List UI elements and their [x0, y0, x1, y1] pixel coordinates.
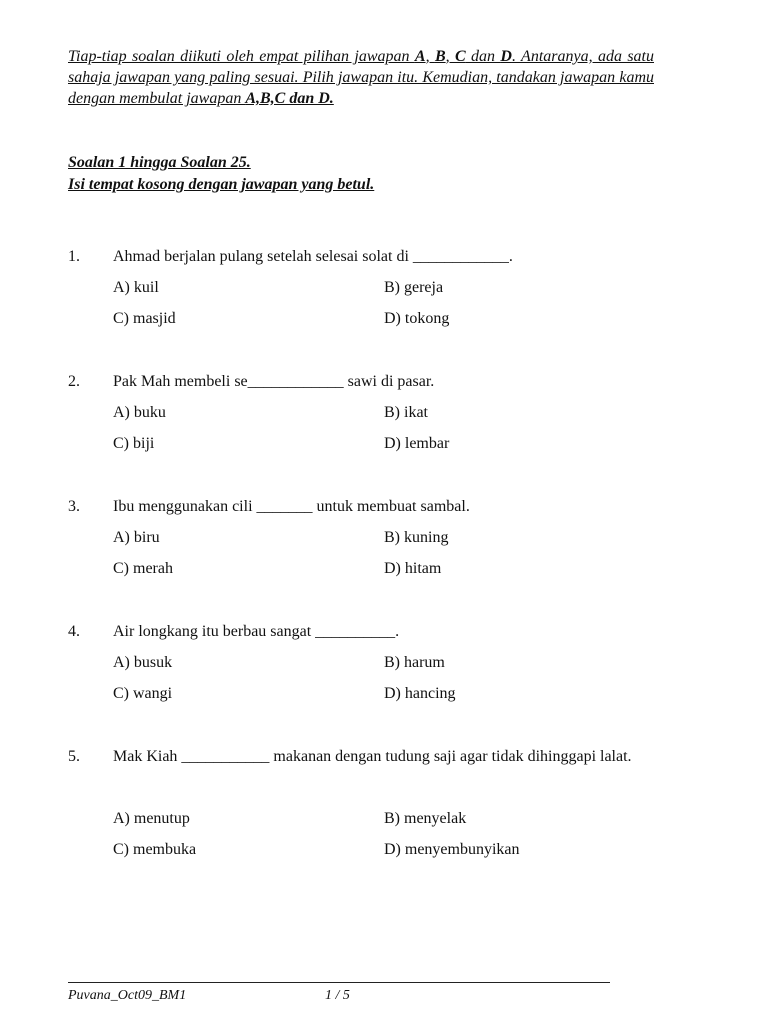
option-b[interactable]: B) menyelak	[384, 810, 467, 827]
footer-page-number: 1 / 5	[325, 988, 350, 1003]
footer-doc-code: Puvana_Oct09_BM1	[68, 988, 187, 1003]
choices-summary: A,B,C dan D.	[245, 90, 334, 107]
question-number: 2.	[68, 373, 80, 390]
choice-a-label: A	[414, 48, 426, 65]
option-d[interactable]: D) menyembunyikan	[384, 841, 520, 858]
choice-d-label: D	[500, 48, 512, 65]
option-c[interactable]: C) wangi	[113, 685, 173, 702]
option-a[interactable]: A) kuil	[113, 279, 159, 296]
option-b[interactable]: B) harum	[384, 654, 445, 671]
question-4	[68, 621, 668, 714]
option-b[interactable]: B) ikat	[384, 404, 428, 421]
option-a[interactable]: A) menutup	[113, 810, 190, 827]
option-d[interactable]: D) hitam	[384, 560, 442, 577]
option-c[interactable]: C) membuka	[113, 841, 197, 858]
option-c[interactable]: C) biji	[113, 435, 155, 452]
question-1	[68, 246, 668, 339]
choice-b-label: B	[434, 48, 446, 65]
question-text: Air longkang itu berbau sangat __________.	[113, 623, 400, 640]
option-c[interactable]: C) masjid	[113, 310, 176, 327]
option-a[interactable]: A) busuk	[113, 654, 173, 671]
question-number: 1.	[68, 248, 80, 265]
question-number: 4.	[68, 623, 80, 640]
option-d[interactable]: D) tokong	[384, 310, 450, 327]
option-d[interactable]: D) lembar	[384, 435, 450, 452]
option-a[interactable]: A) biru	[113, 529, 160, 546]
option-c[interactable]: C) merah	[113, 560, 173, 577]
question-number: 5.	[68, 748, 80, 765]
section-subtitle: Isi tempat kosong dengan jawapan yang betul.	[68, 176, 375, 193]
option-b[interactable]: B) gereja	[384, 279, 444, 296]
section-heading	[68, 152, 668, 196]
section-title: Soalan 1 hingga Soalan 25.	[68, 154, 251, 171]
choice-c-label: C	[455, 48, 466, 65]
option-b[interactable]: B) kuning	[384, 529, 449, 546]
question-text: Ahmad berjalan pulang setelah selesai solat di ____________.	[113, 248, 513, 265]
question-3	[68, 496, 668, 589]
option-a[interactable]: A) buku	[113, 404, 166, 421]
option-d[interactable]: D) hancing	[384, 685, 456, 702]
question-text: Pak Mah membeli se____________ sawi di pasar.	[113, 373, 435, 390]
question-text: Ibu menggunakan cili _______ untuk membuat sambal.	[113, 498, 470, 515]
question-5	[68, 746, 668, 870]
question-number: 3.	[68, 498, 80, 515]
question-text: Mak Kiah ___________ makanan dengan tudung saji agar tidak dihinggapi lalat.	[113, 748, 632, 765]
question-2	[68, 371, 668, 464]
instructions-paragraph: Tiap-tiap soalan diikuti oleh empat pilihan jawapan A, B, C dan D. Antaranya, ada satu sahaja jawapan yang paling sesuai. Pilih jawapan itu. Kemudian, tandakan jawapan kamu dengan membulat jawapan A,B,C dan D.	[68, 48, 654, 107]
footer-divider	[68, 982, 610, 983]
